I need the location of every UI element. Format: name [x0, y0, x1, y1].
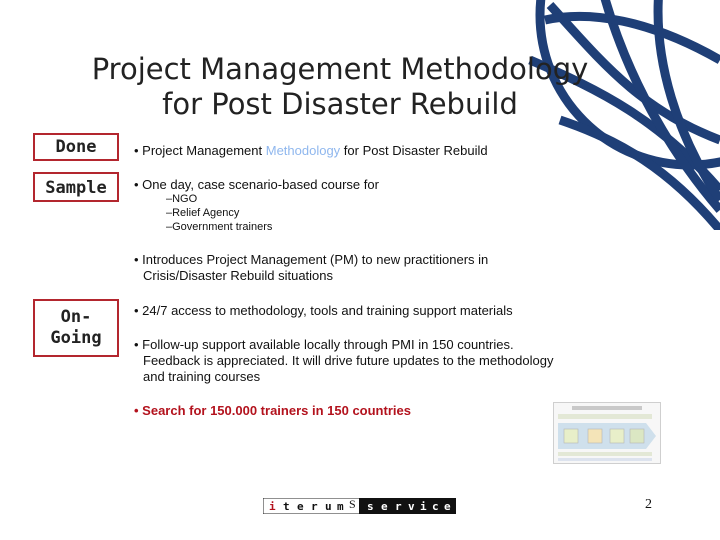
bullet-search-trainers: • Search for 150.000 trainers in 150 countries [134, 403, 411, 418]
bullet-followup [134, 337, 553, 385]
tag-ongoing-line-1: On- [60, 307, 92, 327]
svg-text:s: s [367, 500, 374, 513]
slide-title [40, 52, 640, 122]
bullet-introduces-line-2: Crisis/Disaster Rebuild situations [143, 268, 334, 283]
sub-bullet-relief: –Relief Agency [166, 207, 240, 219]
tag-ongoing-line-2: Going [50, 328, 102, 348]
svg-text:e: e [297, 500, 304, 513]
title-line-2: for Post Disaster Rebuild [162, 87, 518, 121]
svg-text:t: t [283, 500, 290, 513]
methodology-link[interactable]: Methodology [265, 143, 341, 158]
svg-text:S: S [349, 498, 356, 511]
bullet-introduces-line-1: • Introduces Project Management (PM) to new practitioners in [134, 252, 489, 267]
svg-text:i: i [269, 500, 276, 513]
svg-text:v: v [408, 500, 415, 513]
svg-text:c: c [432, 500, 439, 513]
bullet-course: • One day, case scenario-based course for [134, 177, 379, 192]
status-tag-ongoing [33, 299, 119, 357]
sub-bullet-ngo: –NGO [166, 193, 198, 205]
svg-text:r: r [311, 500, 318, 513]
svg-text:r: r [395, 500, 402, 513]
sub-bullet-government: –Government trainers [166, 221, 273, 233]
bullet-methodology [134, 143, 488, 159]
svg-text:m: m [337, 500, 344, 513]
bullet-methodology-prefix: • Project Management [134, 143, 266, 158]
svg-text:i: i [420, 500, 427, 513]
svg-text:e: e [444, 500, 451, 513]
title-line-1: Project Management Methodology [91, 52, 589, 86]
bullet-introduces [134, 252, 488, 284]
bullet-methodology-suffix: for Post Disaster Rebuild [340, 143, 488, 158]
iterum-services-logo [263, 498, 456, 514]
bullet-followup-line-1: • Follow-up support available locally through PMI in 150 countries. [134, 337, 514, 352]
page-number: 2 [645, 497, 652, 512]
bullet-access: • 24/7 access to methodology, tools and training support materials [134, 303, 513, 318]
bullet-followup-line-2: Feedback is appreciated. It will drive future updates to the methodology [143, 353, 554, 368]
svg-text:u: u [325, 500, 332, 513]
process-chart-thumbnail [553, 402, 661, 464]
status-tag-done: Done [33, 133, 119, 161]
svg-text:e: e [381, 500, 388, 513]
status-tag-sample: Sample [33, 172, 119, 202]
bullet-followup-line-3: and training courses [143, 369, 261, 384]
